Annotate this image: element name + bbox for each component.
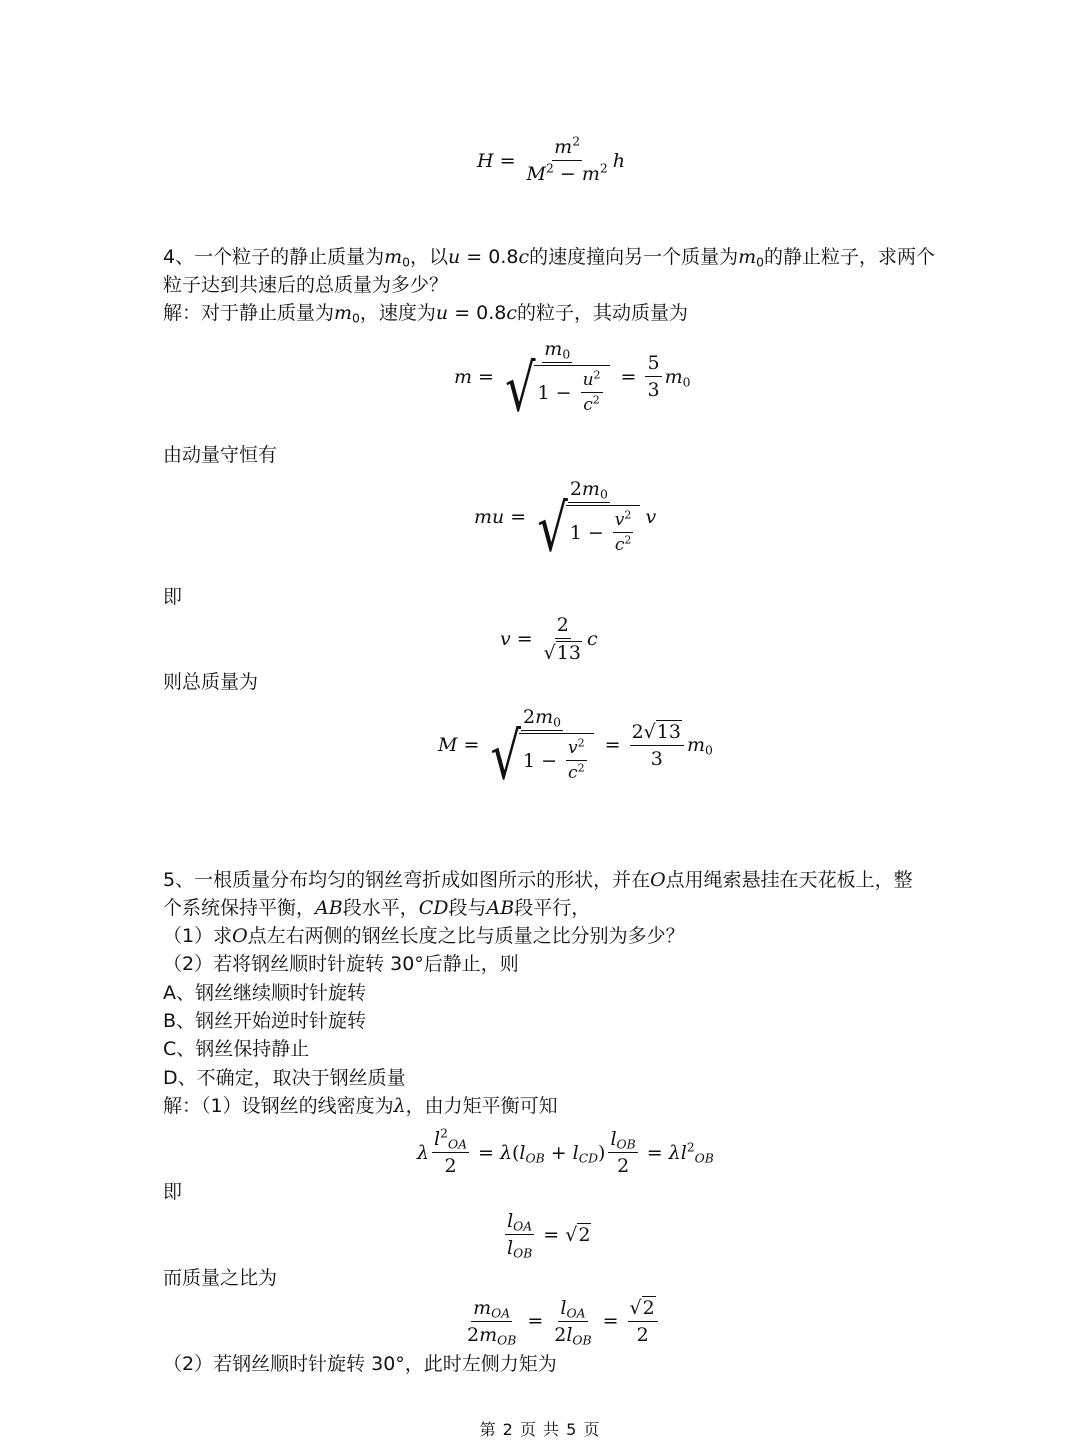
equation-velocity: v = 2 √ 13 c: [500, 614, 598, 664]
equation-mass-ratio: $\frac{m_{OA}}{2m_{OB}}$ = $\frac{l_{OA}}{2l_{OB}}$ = √ 2 2: [462, 1296, 661, 1346]
option-b: B、钢丝开始逆时针旋转: [163, 1010, 367, 1032]
option-c: C、钢丝保持静止: [163, 1038, 310, 1060]
equation-torque: λ $\frac{l^2_{OA}}{2}$ = λ ( $l_{OB}$ + $l_{CD}$ ) $\frac{l_{OB}}{2}$ = $\lambda l^2_{OB}$: [417, 1126, 714, 1177]
option-d: D、不确定，取决于钢丝质量: [163, 1067, 406, 1089]
option-a: A、钢丝继续顺时针旋转: [163, 982, 366, 1004]
part2-solution: （2）若钢丝顺时针旋转 30°，此时左侧力矩为: [163, 1353, 557, 1375]
problem5-q1: （1）求O点左右两侧的钢丝长度之比与质量之比分别为多少？: [163, 925, 685, 947]
problem4-solution-intro: 解：对于静止质量为$m_0$，速度为u = 0.8c的粒子，其动质量为: [163, 302, 689, 326]
problem5-q2: （2）若将钢丝顺时针旋转 30°后静止，则: [163, 953, 519, 975]
total-mass-label: 则总质量为: [163, 671, 259, 693]
page-footer: 第 2 页 共 5 页: [479, 1420, 601, 1439]
problem4-line1: 4、一个粒子的静止质量为$m_0$，以u = 0.8c的速度撞向另一个质量为$m_0$的静止粒子，求两个: [163, 246, 936, 270]
equation-moving-mass: m = $m_0$ √ 1 − $\frac{u^2}{c^2}$ = $\frac{5}{3}$ $m_0$: [454, 338, 691, 427]
equation-h: H = $\frac{m^2}{M^2 - m^2}$ h: [477, 134, 625, 185]
equation-momentum: mu = $2m_0$ √ 1 − $\frac{v^2}{c^2}$ v: [474, 478, 657, 567]
problem4-line2: 粒子达到共速后的总质量为多少？: [163, 274, 449, 296]
equation-total-mass: M = $2m_0$ √ 1 − $\frac{v^2}{c^2}$ = 2 √ 13 3 $m_0$: [438, 706, 713, 795]
momentum-label: 由动量守恒有: [163, 444, 278, 466]
problem5-line1: 5、一根质量分布均匀的钢丝弯折成如图所示的形状，并在O点用绳索悬挂在天花板上，整: [163, 869, 913, 891]
problem5-line2: 个系统保持平衡，AB段水平，CD段与AB段平行，: [163, 897, 591, 919]
ji-label-5: 即: [163, 1181, 183, 1203]
equation-length-ratio: $\frac{l_{OA}}{l_{OB}}$ = √ 2: [507, 1210, 591, 1261]
problem5-solution-intro: 解：（1）设钢丝的线密度为λ，由力矩平衡可知: [163, 1095, 558, 1117]
mass-ratio-label: 而质量之比为: [163, 1267, 278, 1289]
ji-label-4: 即: [163, 586, 183, 608]
